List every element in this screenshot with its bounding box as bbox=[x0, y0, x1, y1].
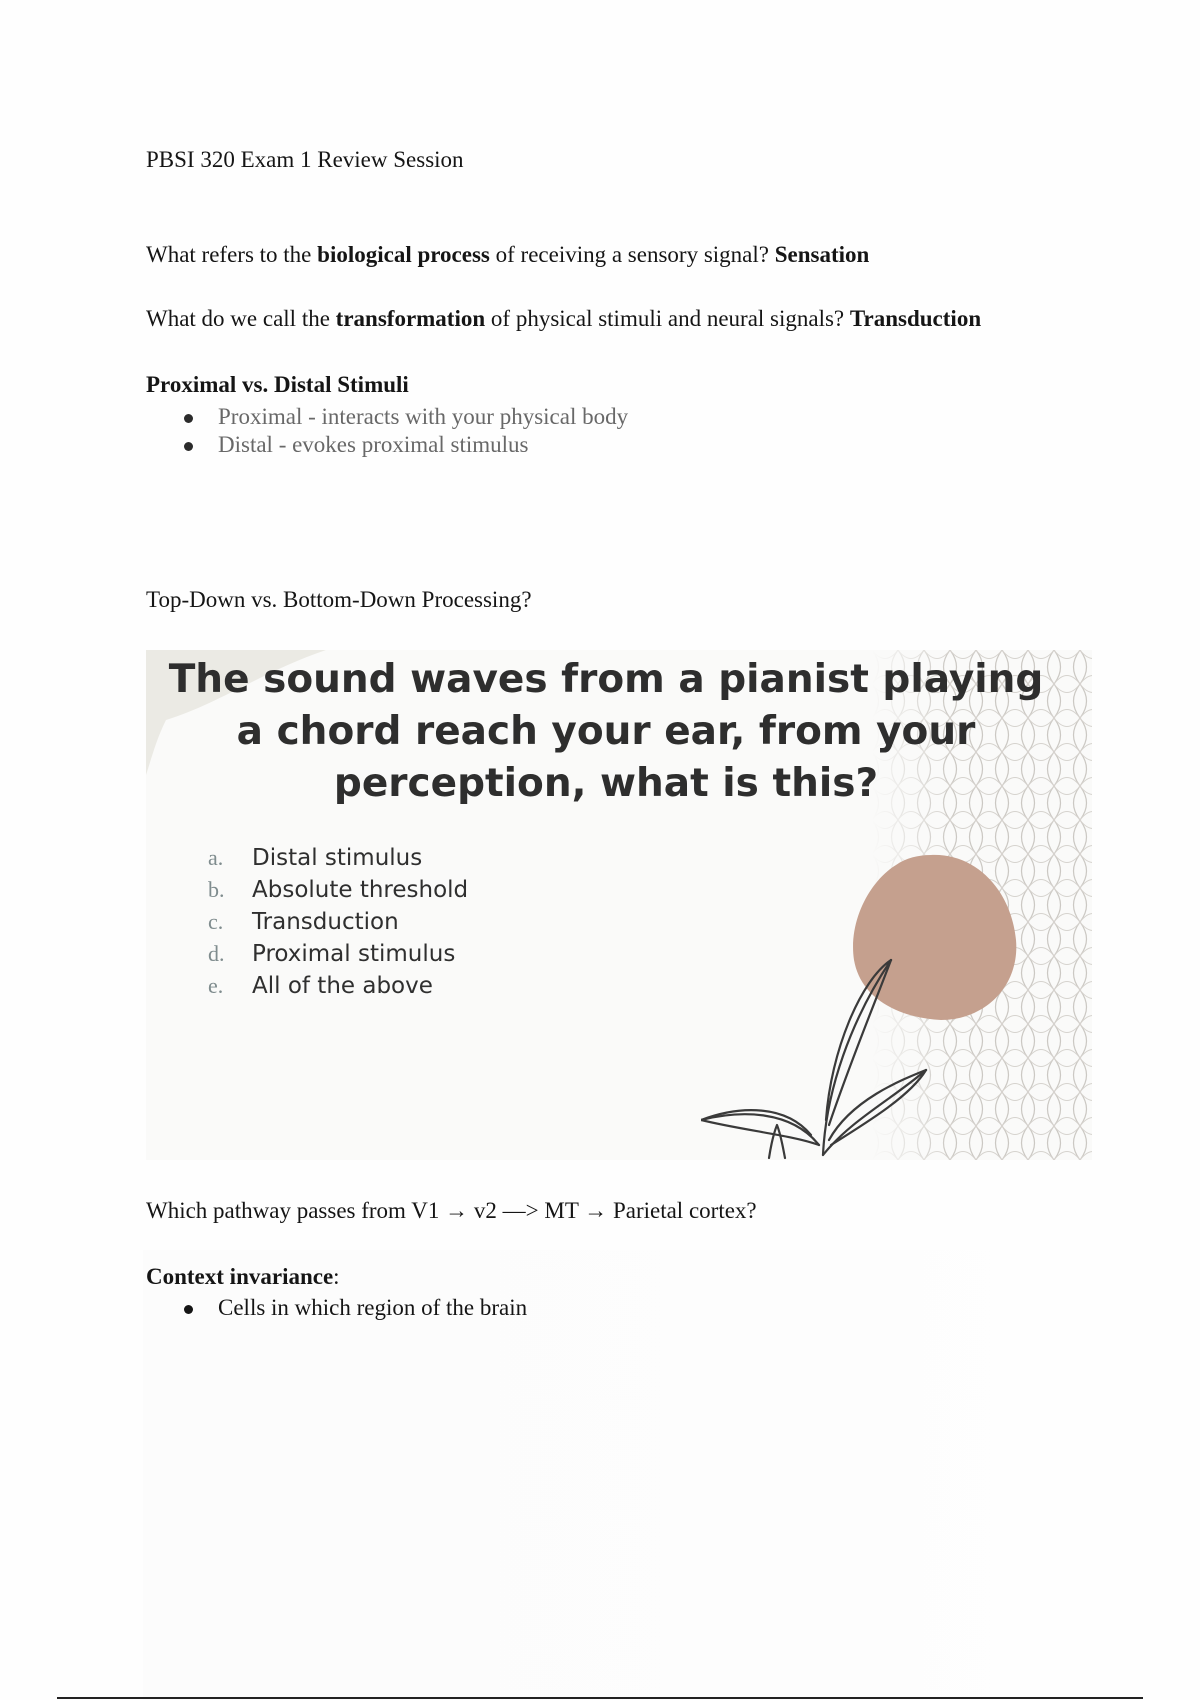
bullet-icon bbox=[184, 1305, 193, 1314]
option-text: Proximal stimulus bbox=[252, 941, 456, 967]
stimuli-heading: Proximal vs. Distal Stimuli bbox=[146, 372, 409, 397]
list-item-text: Cells in which region of the brain bbox=[218, 1295, 528, 1320]
bullet-icon bbox=[184, 414, 193, 423]
list-item bbox=[146, 403, 628, 431]
question-bold-term: transformation bbox=[335, 306, 486, 331]
option-letter: d. bbox=[208, 941, 225, 966]
option-text: Absolute threshold bbox=[252, 877, 469, 903]
question-text: of physical stimuli and neural signals? bbox=[485, 306, 850, 331]
context-list bbox=[146, 1294, 527, 1322]
question-text: What refers to the bbox=[146, 242, 318, 267]
list-item bbox=[208, 906, 468, 938]
option-text: Distal stimulus bbox=[252, 845, 423, 871]
pathway-question: Which pathway passes from V1 → v2 —> MT → Parietal cortex? bbox=[146, 1198, 757, 1223]
embedded-slide-image bbox=[146, 650, 1092, 1160]
question-text: What do we call the bbox=[146, 306, 336, 331]
bullet-icon bbox=[184, 442, 193, 451]
list-item bbox=[208, 874, 468, 906]
processing-question: Top-Down vs. Bottom-Down Processing? bbox=[146, 587, 532, 612]
question-text: of receiving a sensory signal? bbox=[489, 242, 775, 267]
answer-text: Sensation bbox=[774, 242, 870, 267]
question-bold-term: biological process bbox=[317, 242, 490, 267]
context-heading-colon: : bbox=[333, 1264, 340, 1289]
plant-illustration bbox=[701, 920, 951, 1160]
option-letter: a. bbox=[208, 845, 224, 870]
context-heading-bold: Context invariance bbox=[146, 1264, 334, 1289]
slide-answer-options bbox=[208, 842, 468, 1002]
option-letter: c. bbox=[208, 909, 224, 934]
option-text: Transduction bbox=[252, 909, 399, 935]
question-sensation bbox=[146, 240, 869, 270]
slide-question-title: The sound waves from a pianist playing a chord reach your ear, from your perception, what is this? bbox=[168, 657, 1044, 806]
list-item bbox=[208, 938, 468, 970]
context-heading bbox=[146, 1262, 340, 1292]
option-letter: b. bbox=[208, 877, 225, 902]
list-item bbox=[146, 1294, 527, 1322]
list-item bbox=[208, 970, 468, 1002]
option-letter: e. bbox=[208, 973, 224, 998]
list-item bbox=[208, 842, 468, 874]
stimuli-list bbox=[146, 403, 628, 459]
document-title: PBSI 320 Exam 1 Review Session bbox=[146, 147, 464, 172]
answer-text: Transduction bbox=[849, 306, 982, 331]
question-transduction bbox=[146, 304, 981, 334]
page-bottom-divider bbox=[57, 1697, 1143, 1699]
option-text: All of the above bbox=[252, 973, 433, 999]
list-item-text: Distal - evokes proximal stimulus bbox=[218, 432, 529, 457]
list-item bbox=[146, 431, 628, 459]
list-item-text: Proximal - interacts with your physical body bbox=[218, 404, 629, 429]
